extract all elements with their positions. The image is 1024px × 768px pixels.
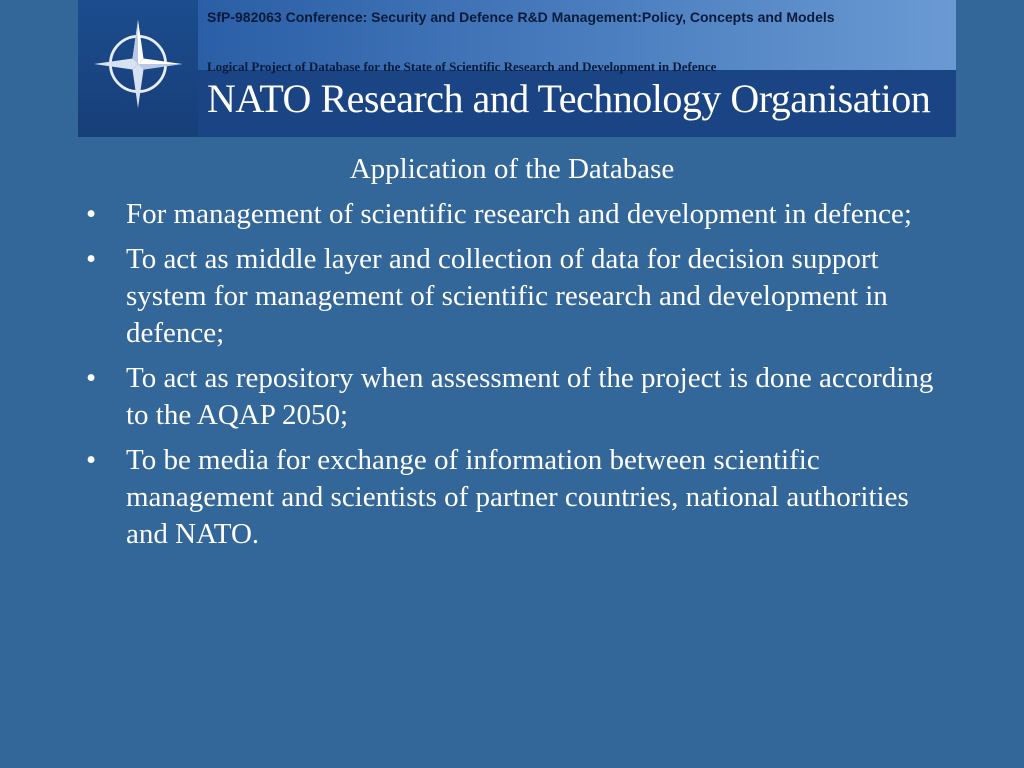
bullet-text: For management of scientific research and development in defence; [126, 198, 912, 230]
bullet-marker: • [86, 362, 97, 394]
bullet-item [86, 360, 956, 434]
slide-title: Application of the Database [349, 153, 675, 185]
bullet-item [86, 241, 956, 352]
bullet-item [86, 196, 956, 233]
bullet-text: To act as middle layer and collection of data for decision support system for management of scientific research and development in defence; [126, 243, 888, 349]
bullet-marker: • [86, 444, 97, 476]
conference-title: SfP-982063 Conference: Security and Defence R&D Management:Policy, Concepts and Models [207, 9, 835, 25]
nato-compass-star-icon [92, 18, 184, 110]
bullet-marker: • [86, 243, 97, 275]
bullet-list [86, 196, 956, 561]
bullet-marker: • [86, 198, 97, 230]
organisation-name: NATO Research and Technology Organisation [207, 76, 931, 121]
bullet-text: To act as repository when assessment of the project is done according to the AQAP 2050; [126, 362, 934, 431]
bullet-item [86, 442, 956, 553]
bullet-text: To be media for exchange of information between scientific management and scientists of partner countries, national authorities and NATO. [126, 444, 909, 550]
project-title: Logical Project of Database for the State of Scientific Research and Development in Defence [207, 59, 717, 74]
